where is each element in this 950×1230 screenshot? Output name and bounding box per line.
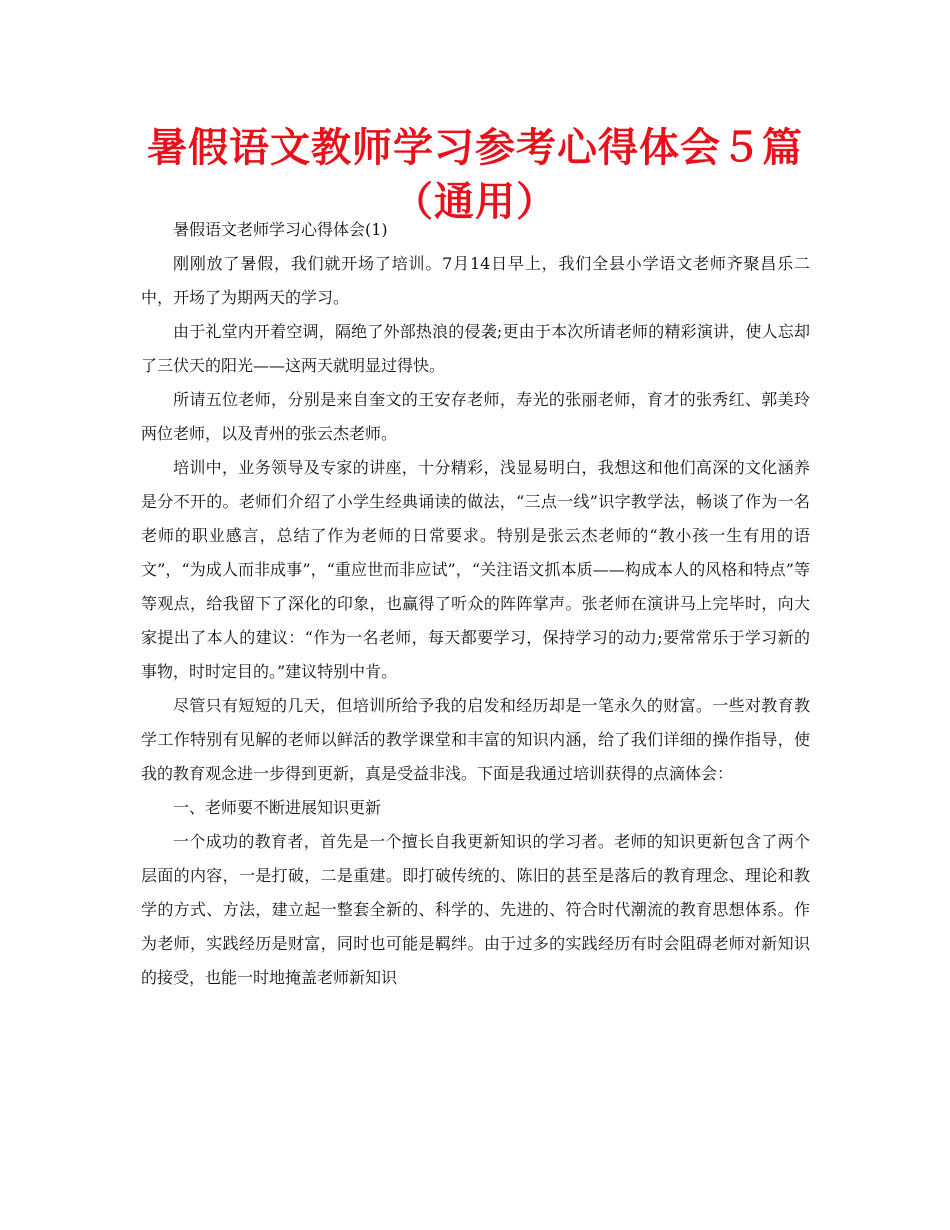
paragraph: 尽管只有短短的几天，但培训所给予我的启发和经历却是一笔永久的财富。一些对教育教学工作特别有见解的老师以鲜活的教学课堂和丰富的知识内涵，给了我们详细的操作指导，使我的教育观念进一步得到更新，真是受益非浅。下面是我通过培训获得的点滴体会： bbox=[141, 696, 810, 783]
paragraph: 培训中，业务领导及专家的讲座，十分精彩，浅显易明白，我想这和他们高深的文化涵养是分不开的。老师们介绍了小学生经典诵读的做法，“三点一线”识字教学法，畅谈了作为一名老师的职业感言，总结了作为老师的日常要求。特别是张云杰老师的“教小孩一生有用的语文”，“为成人而非成事”，“重应世而非应试”，“关注语文抓本质——构成本人的风格和特点”等等观点，给我留下了深化的印象，也赢得了听众的阵阵掌声。张老师在演讲马上完毕时，向大家提出了本人的建议：“作为一名老师，每天都要学习，保持学习的动力;要常常乐于学习新的事物，时时定目的。”建议特别中肯。 bbox=[141, 458, 810, 681]
section-subtitle: 暑假语文老师学习心得体会(1) bbox=[173, 220, 388, 239]
paragraph: 所请五位老师，分别是来自奎文的王安存老师，寿光的张丽老师，育才的张秀红、郭美玲两位老师，以及青州的张云杰老师。 bbox=[141, 390, 810, 443]
paragraph: 一个成功的教育者，首先是一个擅长自我更新知识的学习者。老师的知识更新包含了两个层面的内容，一是打破，二是重建。即打破传统的、陈旧的甚至是落后的教育理念、理论和教学的方式、方法，建立起一整套全新的、科学的、先进的、符合时代潮流的教育思想体系。作为老师，实践经历是财富，同时也可能是羁绊。由于过多的实践经历有时会阻碍老师对新知识的接受，也能一时地掩盖老师新知识 bbox=[141, 832, 810, 987]
document-body bbox=[141, 213, 810, 995]
document-title: 暑假语文教师学习参考心得体会５篇（通用） bbox=[147, 125, 803, 225]
paragraph: 由于礼堂内开着空调，隔绝了外部热浪的侵袭;更由于本次所请老师的精彩演讲，使人忘却了三伏天的阳光——这两天就明显过得快。 bbox=[141, 322, 810, 375]
paragraph: 刚刚放了暑假，我们就开场了培训。7月14日早上，我们全县小学语文老师齐聚昌乐二中，开场了为期两天的学习。 bbox=[141, 254, 810, 307]
section-heading: 一、老师要不断进展知识更新 bbox=[173, 798, 382, 817]
